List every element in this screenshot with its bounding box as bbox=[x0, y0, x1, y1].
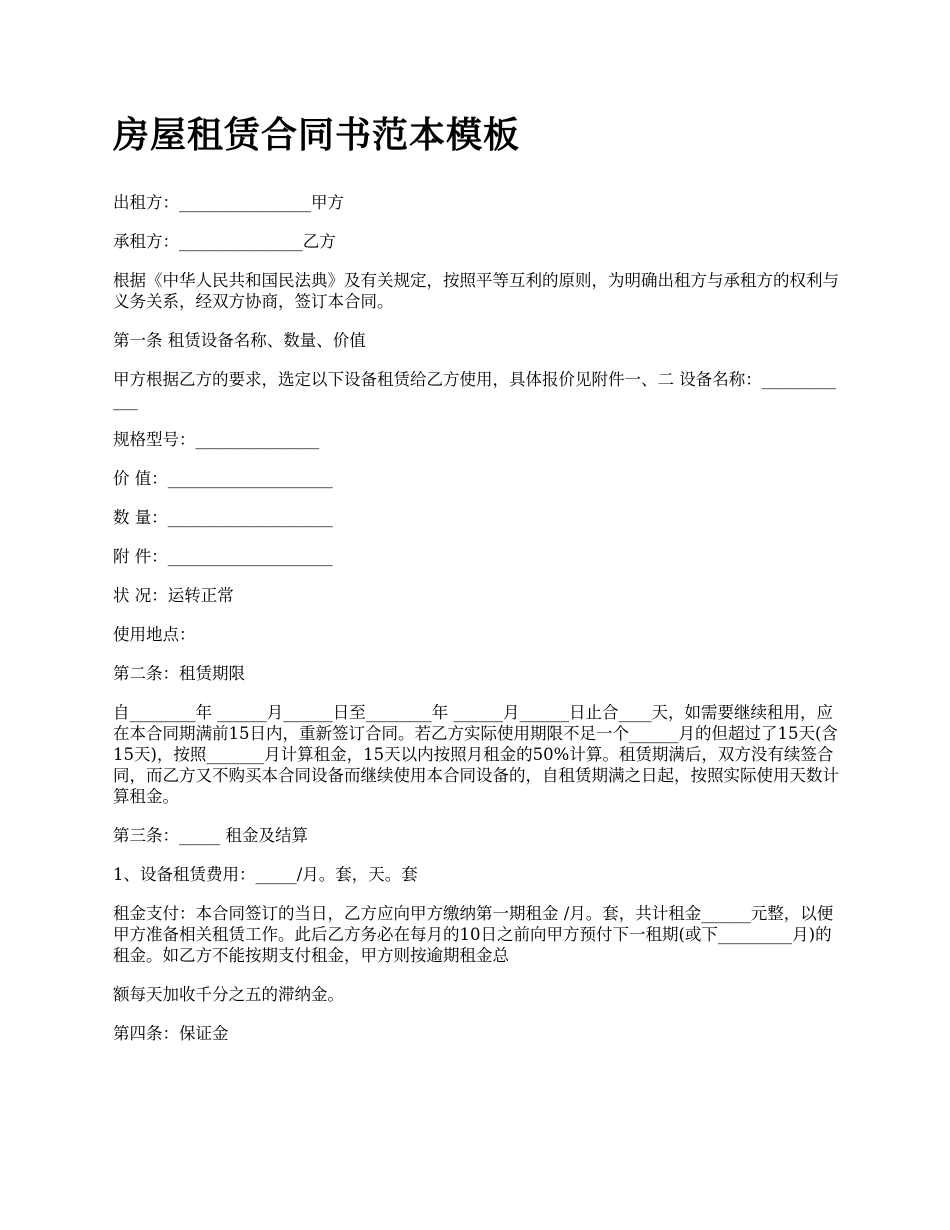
lessee-line: 承租方：_______________乙方 bbox=[113, 232, 336, 251]
article-4-heading: 第四条：保证金 bbox=[113, 1024, 229, 1043]
rent-payment-paragraph: 租金支付：本合同签订的当日，乙方应向甲方缴纳第一期租金 /月。套，共计租金______元整，以便甲方准备相关租赁工作。此后乙方务必在每月的10日之前向甲方预付下一租期(或下_________月)的租金。如乙方不能按期支付租金，甲方则按逾期租金总 bbox=[113, 904, 834, 965]
condition-line: 状 况：运转正常 bbox=[113, 586, 234, 605]
value-line: 价 值：____________________ bbox=[113, 469, 333, 488]
model-spec-line: 规格型号：_______________ bbox=[113, 430, 320, 449]
lease-term-paragraph: 自________年 ______月______日至________年 ______月______日止合____天，如需要继续租用，应在本合同期满前15日内，重新签订合同。若乙方实际使用期限不足一个______月的但超过了15天(含15天)，按照_______月计算租金，15天以内按照月租金的50%计算。租赁期满后，双方没有续签合同，而乙方又不购买本合同设备而继续使用本合同设备的，自租赁期满之日起，按照实际使用天数计算租金。 bbox=[113, 703, 839, 806]
rental-fee-line: 1、设备租赁费用：_____/月。套，天。套 bbox=[113, 865, 418, 884]
lessor-line: 出租方：________________甲方 bbox=[113, 193, 344, 212]
accessories-line: 附 件：____________________ bbox=[113, 547, 333, 566]
late-fee-line: 额每天加收千分之五的滞纳金。 bbox=[113, 985, 344, 1004]
document-title: 房屋租赁合同书范本模板 bbox=[113, 115, 521, 156]
location-line: 使用地点： bbox=[113, 625, 196, 644]
quantity-line: 数 量：____________________ bbox=[113, 508, 333, 527]
document-page bbox=[113, 110, 841, 1062]
preamble-paragraph: 根据《中华人民共和国民法典》及有关规定，按照平等互利的原则，为明确出租方与承租方的权利与义务关系，经双方协商，签订本合同。 bbox=[113, 271, 839, 311]
article-1-heading: 第一条 租赁设备名称、数量、价值 bbox=[113, 331, 366, 350]
article-3-heading: 第三条：_____ 租金及结算 bbox=[113, 826, 308, 845]
equipment-selection-paragraph: 甲方根据乙方的要求，选定以下设备租赁给乙方使用，具体报价见附件一、二 设备名称：____________ bbox=[113, 370, 836, 410]
article-2-heading: 第二条：租赁期限 bbox=[113, 664, 245, 683]
